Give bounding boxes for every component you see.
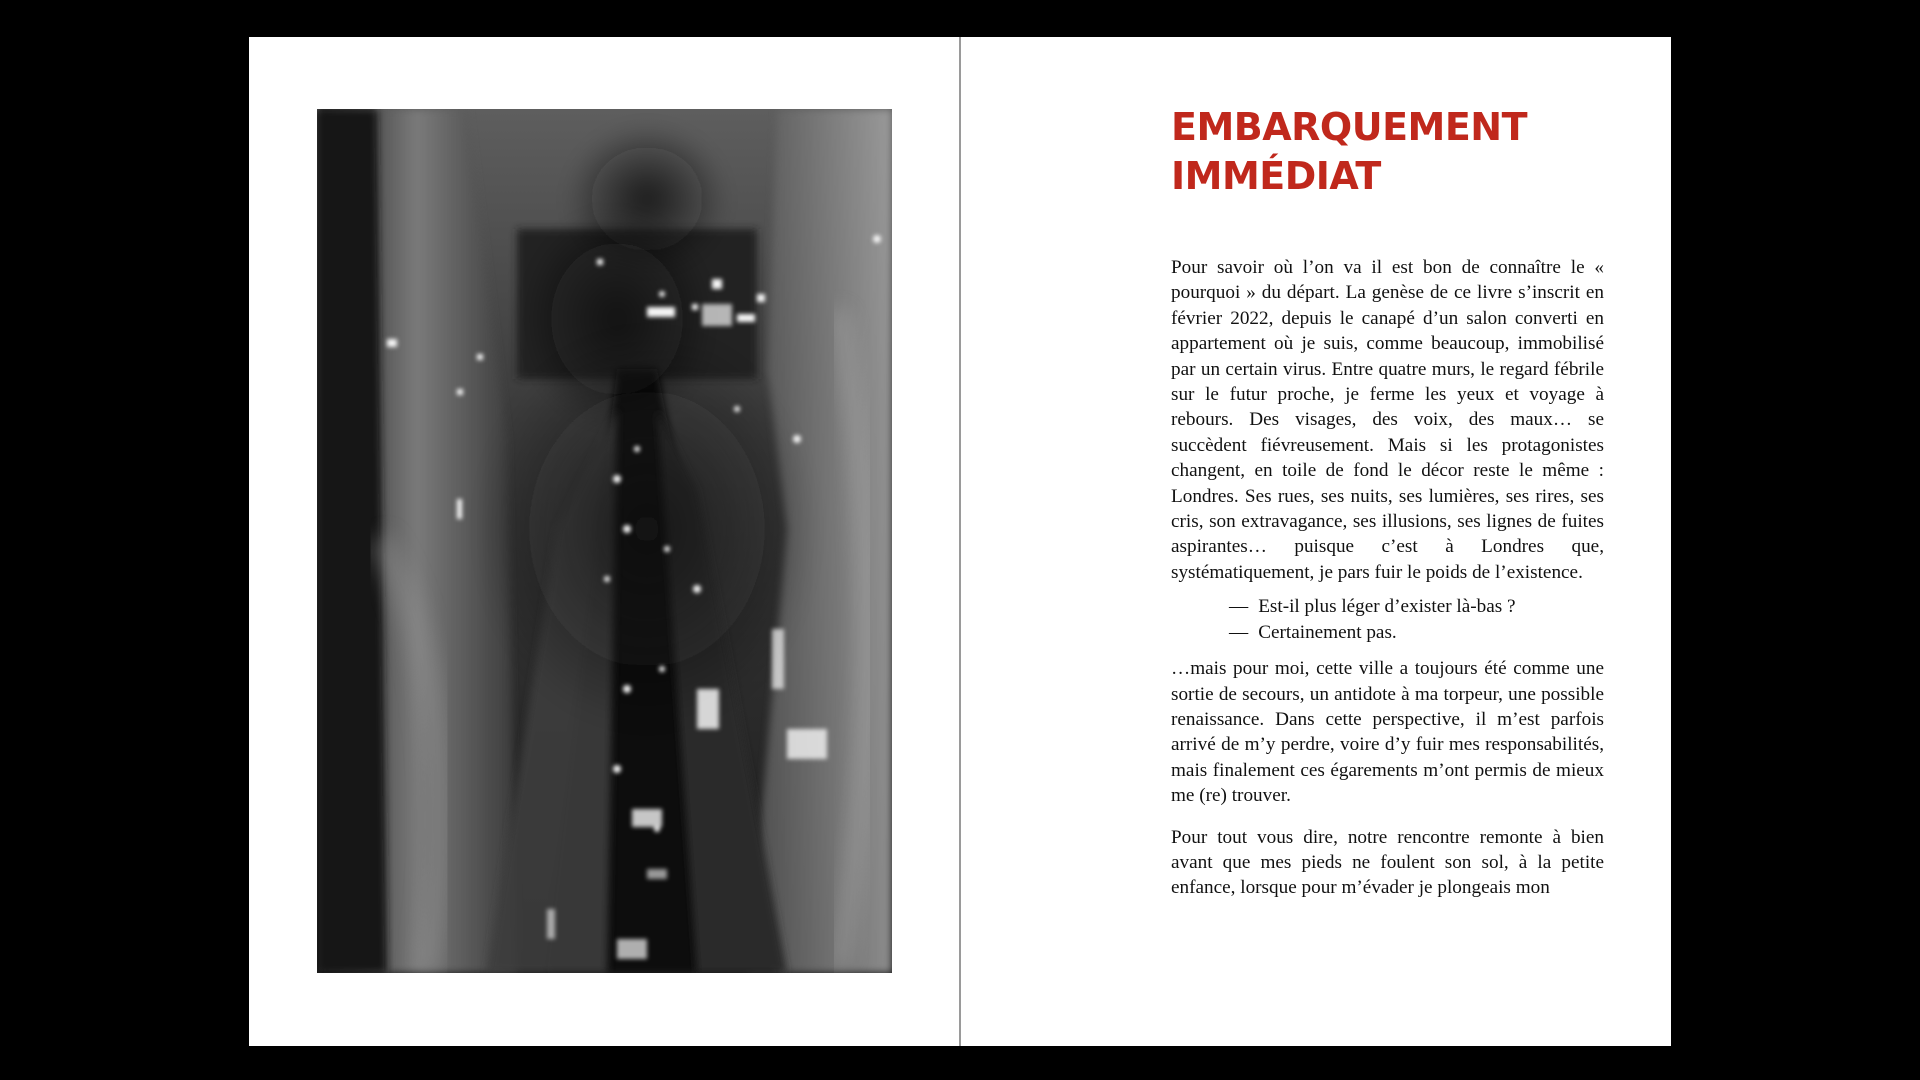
book-spread: [249, 37, 1671, 1046]
dialogue-text-2: Certainement pas.: [1258, 621, 1397, 643]
paragraph-3: Pour tout vous dire, notre rencontre remonte à bien avant que mes pieds ne foulent son sol, à la petite enfance, lorsque pour m’évader je plongeais mon: [1171, 826, 1604, 899]
chapter-title: [1171, 103, 1527, 201]
body-text: [1171, 255, 1604, 901]
paragraph-2: …mais pour moi, cette ville a toujours été comme une sortie de secours, un antidote à ma torpeur, une possible renaissance. Dans cette perspective, il m’est parfois arrivé de m’y perdre, voire d’y fuir mes responsabilités, mais finalement ces égarements m’ont permis de mieux me (re) trouver.: [1171, 658, 1604, 807]
em-dash-2: —: [1229, 621, 1249, 643]
dialogue-line-2: [1171, 620, 1604, 645]
photo-image: [317, 109, 892, 973]
paragraph-1: Pour savoir où l’on va il est bon de connaître le « pourquoi » du départ. La genèse de ce livre s’inscrit en février 2022, depuis le canapé d’un salon converti en appartement où je suis, comme beaucoup, immobilisé par un certain virus. Entre quatre murs, le regard fébrile sur le futur proche, je ferme les yeux et voyage à rebours. Des visages, des voix, des maux… se succèdent fiévreusement. Mais si les protagonistes changent, en toile de fond le décor reste le même : Londres. Ses rues, ses nuits, ses lumières, ses rires, ses cris, son extravagance, ses illusions, ses lignes de fuites aspirantes… puisque c’est à Londres que, systématiquement, je pars fuir le poids de l’existence.: [1171, 257, 1604, 583]
night-street-photo: [317, 109, 892, 973]
right-page: [961, 37, 1671, 1046]
chapter-title-line-1: EMBARQUEMENT: [1171, 105, 1528, 149]
dialogue: [1171, 594, 1604, 645]
em-dash-1: —: [1229, 596, 1249, 618]
dialogue-text-1: Est-il plus léger d’exister là-bas ?: [1258, 596, 1516, 618]
left-page: [249, 37, 959, 1046]
chapter-title-line-2: IMMÉDIAT: [1171, 154, 1381, 198]
dialogue-line-1: [1171, 594, 1604, 619]
